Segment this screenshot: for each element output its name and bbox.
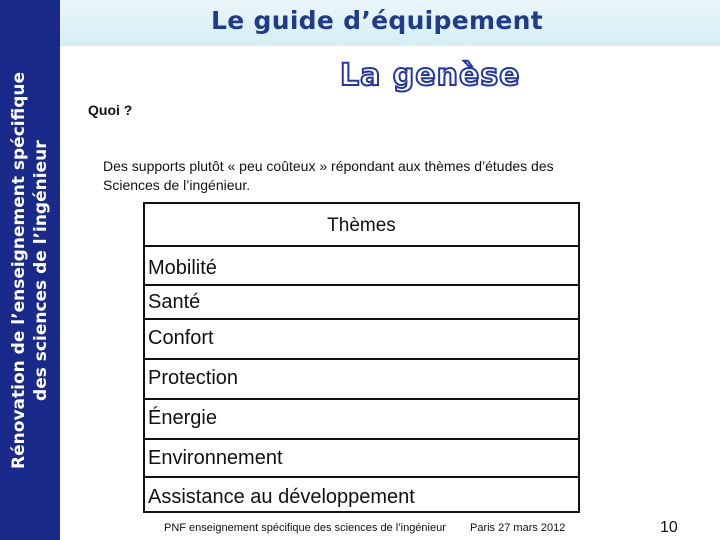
slide-title: Le guide d’équipement <box>211 6 543 35</box>
themes-table-header: Thèmes <box>145 204 578 247</box>
themes-table <box>143 202 580 513</box>
table-row-divider <box>145 358 578 360</box>
theme-item-protection: Protection <box>148 367 239 389</box>
theme-item-environnement: Environnement <box>148 447 283 469</box>
table-row-divider <box>145 284 578 286</box>
table-row-divider <box>145 398 578 400</box>
theme-item-sante: Santé <box>148 291 201 313</box>
theme-item-assistance: Assistance au développement <box>148 486 415 508</box>
theme-item-confort: Confort <box>148 327 214 349</box>
table-row-divider <box>145 438 578 440</box>
sidebar-line-2: des sciences de l’ingénieur <box>31 139 51 401</box>
section-subtitle: La genèse <box>340 58 521 93</box>
page-number: 10 <box>660 519 678 536</box>
table-row-divider <box>145 476 578 478</box>
question-label: Quoi ? <box>88 102 133 118</box>
footer-date: Paris 27 mars 2012 <box>470 522 566 534</box>
intro-paragraph: Des supports plutôt « peu coûteux » répondant aux thèmes d’études des Sciences de l’ingénieur. <box>103 158 554 193</box>
theme-item-mobilite: Mobilité <box>148 257 217 279</box>
sidebar-text <box>0 0 60 540</box>
footer-text: PNF enseignement spécifique des sciences de l’ingénieur <box>164 522 446 534</box>
theme-item-energie: Énergie <box>148 407 217 429</box>
sidebar-line-1: Rénovation de l’enseignement spécifique <box>9 71 29 469</box>
table-row-divider <box>145 318 578 320</box>
